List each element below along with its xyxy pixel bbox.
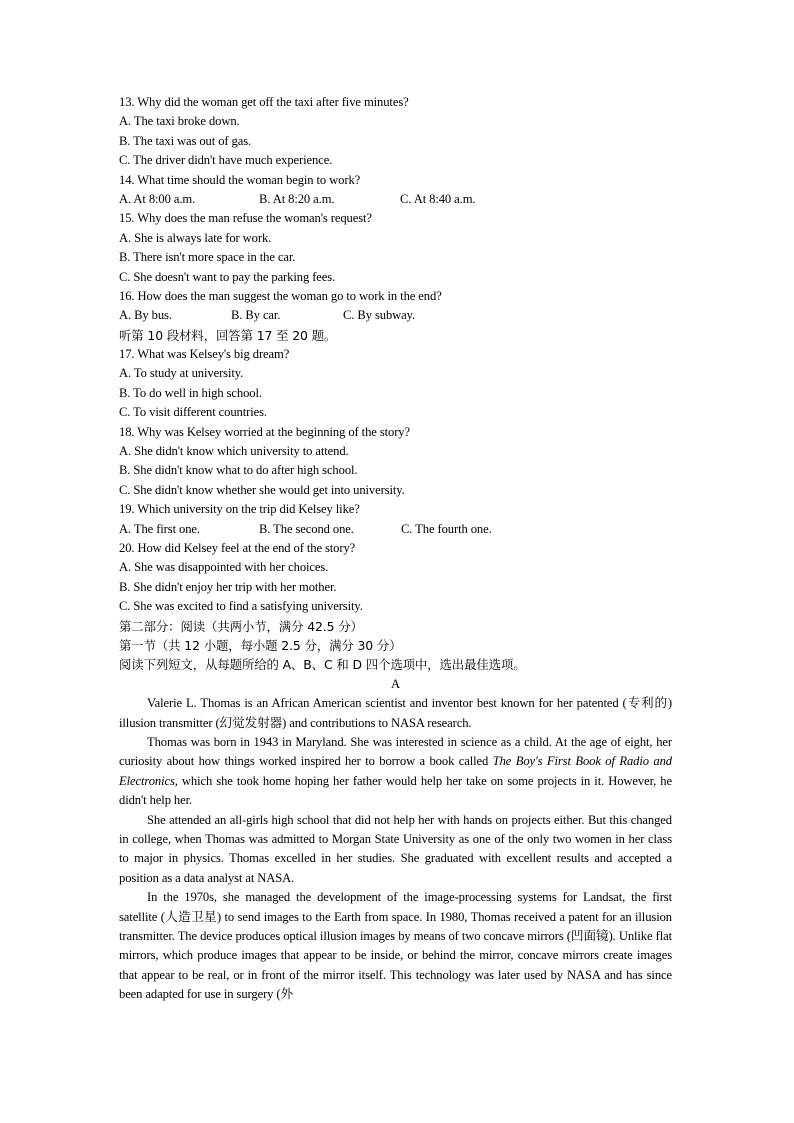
inline-options [119,306,672,325]
option: B. To do well in high school. [119,385,262,400]
instructions: 阅读下列短文，从每题所给的 A、B、C 和 D 四个选项中，选出最佳选项。 [119,657,526,673]
question-14: 14. What time should the woman begin to work? [119,172,361,187]
question-13: 13. Why did the woman get off the taxi after five minutes? [119,95,409,109]
document-page [119,93,672,1005]
option: B. She didn't know what to do after high school. [119,463,358,478]
passage-letter: A [390,676,401,691]
section-heading: 第一节（共 12 小题，每小题 2.5 分，满分 30 分） [119,637,402,653]
paragraph-text: , which she took home hoping her father would help her take on some projects in it. However, he didn't help her. [119,773,672,808]
option: A. She didn't know which university to attend. [119,444,349,459]
option: B. She didn't enjoy her trip with her mother. [119,579,337,594]
option: A. At 8:00 a.m. [119,191,196,206]
option: A. By bus. [119,308,172,323]
section-heading: 听第 10 段材料，回答第 17 至 20 题。 [119,327,337,343]
option: B. There isn't more space in the car. [119,250,296,265]
passage-paragraph: She attended an all-girls high school that did not help her with hands on projects either. But this changed in college, when Thomas was admitted to Morgan State University as one of the only two women in her class to major in physics. Thomas excelled in her studies. She graduated with excellent results and accepted a position as a data analyst at NASA. [119,812,672,885]
option: C. At 8:40 a.m. [400,191,476,206]
question-18: 18. Why was Kelsey worried at the beginning of the story? [119,424,410,439]
option: C. The driver didn't have much experience. [119,153,333,168]
passage-paragraph: Valerie L. Thomas is an African American scientist and inventor best known for her patented (专利的) illusion transmitter (幻觉发射器) and contributions to NASA research. [119,696,672,730]
option: C. She doesn't want to pay the parking fees. [119,269,336,284]
option: B. The second one. [259,521,354,536]
inline-options [119,520,672,539]
option: C. She didn't know whether she would get into university. [119,482,405,497]
inline-options [119,190,672,209]
option: C. By subway. [343,308,416,323]
question-16: 16. How does the man suggest the woman go to work in the end? [119,288,442,303]
option: A. The first one. [119,521,200,536]
question-15: 15. Why does the man refuse the woman's request? [119,211,372,226]
option: A. She is always late for work. [119,230,272,245]
option: B. The taxi was out of gas. [119,133,252,148]
passage-paragraph: In the 1970s, she managed the development of the image-processing systems for Landsat, the first satellite (人造卫星) to send images to the Earth from space. In 1980, Thomas received a patent for an illusion transmitter. The device produces optical illusion images by means of two concave mirrors (凹面镜). Unlike flat mirrors, which produce images that appear to be inside, or behind the mirror, concave mirrors create images that appear to be real, or in front of the mirror itself. This technology was later used by NASA and has since been adapted for use in surgery (外 [119,890,672,1002]
option: B. By car. [231,308,281,323]
option: C. To visit different countries. [119,405,267,420]
paragraph-text: Thomas was born in 1943 in Maryland. She was interested in science as a child. At the age of eight, her curiosity about how things worked inspired her to borrow a book called [119,734,672,769]
passage-paragraph [119,733,672,811]
option: C. She was excited to find a satisfying university. [119,599,363,614]
part-heading: 第二部分：阅读（共两小节，满分 42.5 分） [119,618,363,634]
book-title: The Boy's First Book of Radio and Electronics [119,754,672,788]
option: C. The fourth one. [401,521,492,536]
option: A. To study at university. [119,366,244,381]
option: B. At 8:20 a.m. [259,191,335,206]
question-17: 17. What was Kelsey's big dream? [119,347,290,362]
question-20: 20. How did Kelsey feel at the end of the story? [119,540,356,555]
option: A. The taxi broke down. [119,114,240,129]
question-19: 19. Which university on the trip did Kelsey like? [119,502,360,517]
option: A. She was disappointed with her choices. [119,560,329,575]
